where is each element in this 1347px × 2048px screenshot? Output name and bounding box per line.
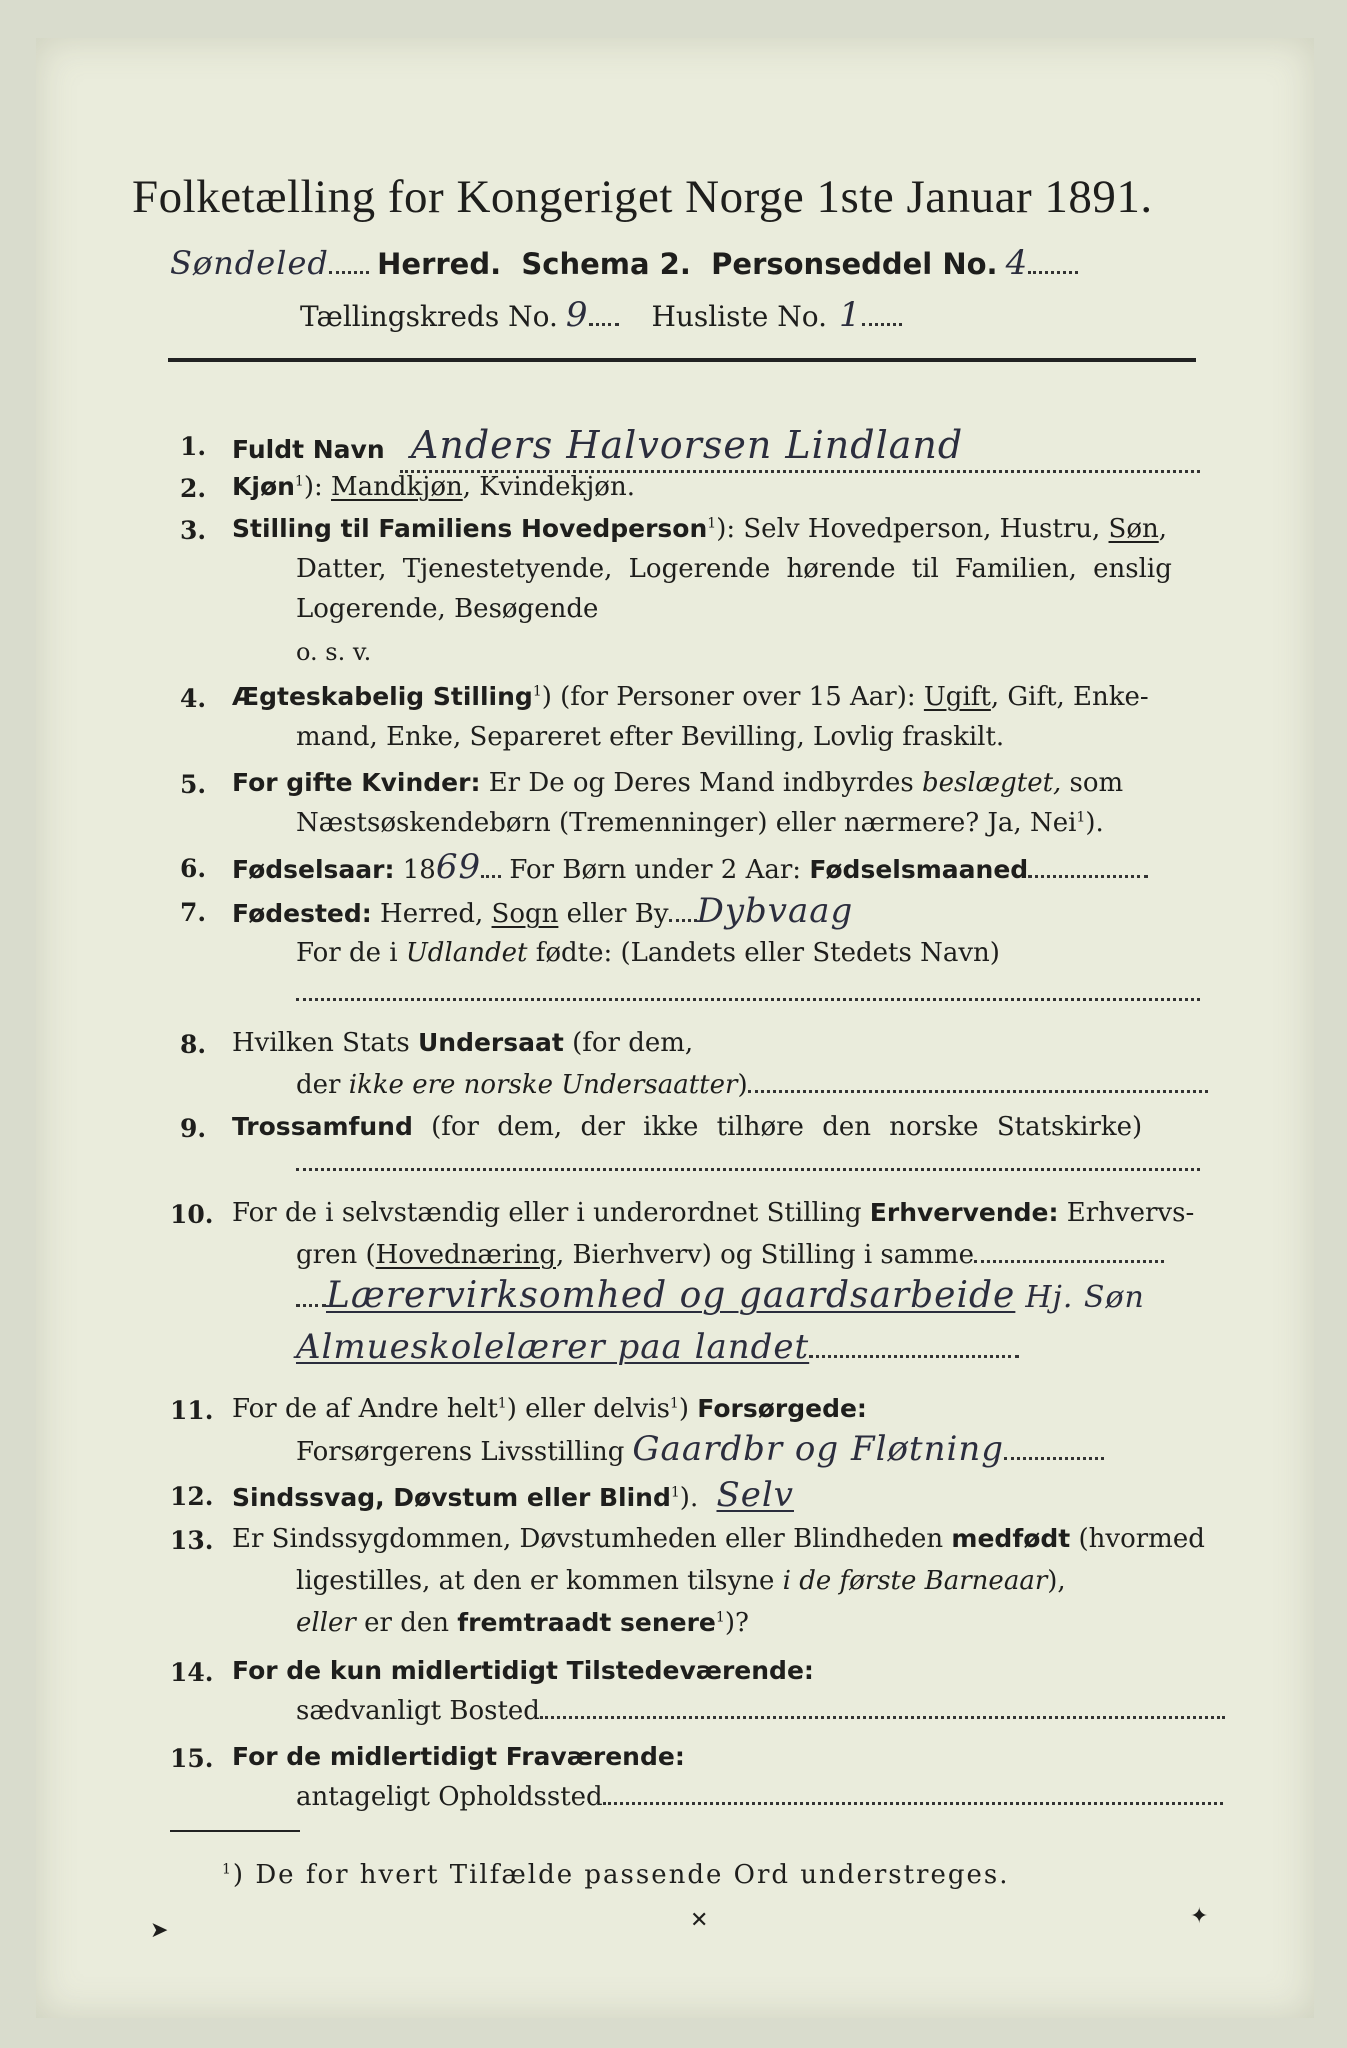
q2-rest: ): <box>303 472 332 502</box>
form-title: Folketælling for Kongeriget Norge 1ste Januar 1891. <box>132 171 1153 223</box>
q4-text1: ) (for Personer over 15 Aar): <box>541 682 924 712</box>
q7-text4: fødte: (Landets eller Stedets Navn) <box>527 938 1000 968</box>
q15-line2 <box>296 1784 1223 1810</box>
q11-line2 <box>296 1429 1104 1469</box>
q11-label: Forsørgede: <box>697 1394 867 1423</box>
q1-value: Anders Halvorsen Lindland <box>410 423 964 467</box>
q9-dots <box>296 1168 1200 1171</box>
q9-number: 9. <box>180 1114 207 1143</box>
q5-text1: Er De og Deres Mand indbyrdes <box>480 768 922 798</box>
q11-text2: ) eller delvis <box>506 1394 670 1424</box>
q5-text2: som <box>1061 768 1124 798</box>
q2-row <box>232 474 635 500</box>
q11-text1: For de af Andre helt <box>232 1394 498 1424</box>
q10-option-hovednaering: Hovednæring <box>375 1240 556 1270</box>
q2-option-kvindekjon: , Kvindekjøn. <box>462 472 635 502</box>
q3-line3: Logerende, Besøgende <box>296 594 599 624</box>
q4-label: Ægteskabelig Stilling <box>232 682 533 711</box>
q3-line4: o. s. v. <box>296 638 372 666</box>
header-rule <box>168 358 1196 362</box>
q13-text5: er den <box>355 1608 458 1638</box>
q11-number: 11. <box>170 1396 214 1425</box>
q13-text-italic: i de første Barneaar <box>782 1566 1048 1596</box>
q4-line1: Ægteskabelig Stilling$^1$) (for Personer over 15 Aar): Ugift, Gift, Enke- <box>232 682 1149 712</box>
q8-text-italic: ikke ere norske Undersaatter <box>348 1070 738 1100</box>
q9-text: (for dem, der ikke tilhøre den norske Statskirke) <box>412 1112 1143 1142</box>
q14-line2 <box>296 1698 1225 1724</box>
schema-label: Schema 2. <box>521 247 691 281</box>
q5-number: 5. <box>180 770 207 799</box>
q13-text1: Er Sindssygdommen, Døvstumheden eller Blindheden <box>232 1524 952 1554</box>
q13-text2: (hvormed <box>1070 1524 1205 1554</box>
q10-number: 10. <box>170 1200 214 1229</box>
q13-line1 <box>232 1526 1205 1552</box>
q3-line2: Datter, Tjenestetyende, Logerende hørende til Familien, enslig <box>296 554 1172 584</box>
q10-value2: Almueskolelærer paa landet <box>296 1327 810 1367</box>
q8-text1: Hvilken Stats <box>232 1028 418 1058</box>
personseddel-value: 4 <box>1005 243 1029 283</box>
kreds-label: Tællingskreds No. <box>300 300 558 333</box>
q7-label: Fødested: <box>232 899 372 928</box>
q6-row <box>232 847 1148 887</box>
q8-text2: (for dem, <box>563 1028 694 1058</box>
q7-number: 7. <box>180 898 207 927</box>
q8-text3: der <box>296 1070 349 1100</box>
q1-number: 1. <box>180 432 207 461</box>
q13-text3: ligestilles, at den er kommen tilsyne <box>296 1566 783 1596</box>
q2-option-mandkjon: Mandkjøn <box>331 472 463 502</box>
kreds-line <box>300 295 902 335</box>
q3-option-son: Søn <box>1108 514 1159 544</box>
herred-line <box>170 243 1078 283</box>
q14-line1 <box>232 1658 814 1684</box>
q5-text3: Næstsøskendebørn (Tremenninger) eller nærmere? Ja, Nei <box>296 808 1077 838</box>
q11-text4: Forsørgerens Livsstilling <box>296 1437 625 1467</box>
herred-value: Søndeled <box>170 244 329 282</box>
husliste-label: Husliste No. <box>651 300 828 333</box>
q10-text4: , Bierhverv) og Stilling i samme <box>556 1240 974 1270</box>
q12-row: Sindssvag, Døvstum eller Blind$^1$). Selv <box>232 1475 794 1515</box>
q6-label: Fødselsaar: <box>232 855 395 884</box>
q15-text: antageligt Opholdssted <box>296 1782 603 1812</box>
q4-text2: , Gift, Enke- <box>990 682 1149 712</box>
q13-text6: )? <box>724 1608 749 1638</box>
q8-text4: ) <box>737 1070 748 1100</box>
footnote <box>222 1862 1010 1888</box>
q3-line1: Stilling til Familiens Hovedperson$^1$): Selv Hovedperson, Hustru, Søn, <box>232 514 1168 544</box>
q5-label: For gifte Kvinder: <box>232 768 481 797</box>
registration-mark-right: ✦ <box>1190 1904 1209 1929</box>
q14-text: sædvanligt Bosted <box>296 1696 540 1726</box>
q10-line2 <box>296 1242 1164 1268</box>
q1-label: Fuldt Navn <box>232 435 385 464</box>
q6-prefix: 18 <box>394 855 436 885</box>
q10-line1 <box>232 1200 1194 1226</box>
footnote-sup: 1 <box>222 1861 233 1878</box>
q11-value: Gaardbr og Fløtning <box>632 1429 1005 1469</box>
q4-number: 4. <box>180 684 207 713</box>
q4-line2: mand, Enke, Separeret efter Bevilling, Lovlig fraskilt. <box>296 722 1005 752</box>
q7-text3: For de i <box>296 938 406 968</box>
q12-number: 12. <box>170 1482 214 1511</box>
q9-label: Trossamfund <box>232 1112 413 1141</box>
q15-line1 <box>232 1744 685 1770</box>
q11-text3: ) <box>678 1394 698 1424</box>
herred-label: Herred. <box>377 247 502 281</box>
q15-number: 15. <box>170 1744 214 1773</box>
q7-line1 <box>232 891 854 931</box>
q6-value: 69 <box>435 847 482 887</box>
q12-label: Sindssvag, Døvstum eller Blind <box>232 1483 671 1512</box>
q2-number: 2. <box>180 474 207 503</box>
footnote-text: ) De for hvert Tilfælde passende Ord understreges. <box>232 1860 1010 1890</box>
q14-label: For de kun midlertidigt Tilstedeværende: <box>232 1656 814 1685</box>
q8-line2 <box>296 1072 1208 1098</box>
q3-text1: ): Selv Hovedperson, Hustru, <box>716 514 1109 544</box>
q14-number: 14. <box>170 1658 214 1687</box>
q3-number: 3. <box>180 516 207 545</box>
q7-option-sogn: Sogn <box>491 899 559 929</box>
q13-line2 <box>296 1568 1066 1594</box>
q10-value-line1 <box>296 1275 1145 1316</box>
q10-label: Erhvervende: <box>869 1198 1059 1227</box>
q15-label: For de midlertidigt Fraværende: <box>232 1742 685 1771</box>
q8-label: Undersaat <box>417 1028 564 1057</box>
q11-line1: For de af Andre helt$^1$) eller delvis$^1$) Forsørgede: <box>232 1394 867 1424</box>
q6-number: 6. <box>180 854 207 883</box>
q5-line2: Næstsøskendebørn (Tremenninger) eller nærmere? Ja, Nei$^1$). <box>296 808 1104 838</box>
registration-mark-left: ➤ <box>150 1918 169 1943</box>
q13-label2: fremtraadt senere <box>457 1608 716 1637</box>
q13-number: 13. <box>170 1526 214 1555</box>
q7-text2: eller By <box>558 899 669 929</box>
q7-line2 <box>296 940 1000 966</box>
q2-sup: 1 <box>294 473 304 490</box>
q6-text: For Børn under 2 Aar: <box>501 855 810 885</box>
kreds-value: 9 <box>565 295 589 335</box>
q7-dots <box>296 998 1200 1001</box>
q13-label: medfødt <box>951 1524 1071 1553</box>
q12-text: ). <box>679 1483 699 1513</box>
q7-value: Dybvaag <box>696 891 854 931</box>
q10-value1-note: Hj. Søn <box>1025 1280 1145 1315</box>
q10-text3: gren ( <box>296 1240 376 1270</box>
q10-text1: For de i selvstændig eller i underordnet Stilling <box>232 1198 870 1228</box>
q8-number: 8. <box>180 1030 207 1059</box>
q7-text1: Herred, <box>371 899 492 929</box>
q5-text-italic: beslægtet, <box>921 768 1062 798</box>
q10-value-line2 <box>296 1327 1019 1367</box>
footnote-rule <box>170 1830 300 1832</box>
q8-line1 <box>232 1030 693 1056</box>
q2-label: Kjøn <box>232 472 295 501</box>
q13-text4: ), <box>1047 1566 1066 1596</box>
registration-mark-center: ✕ <box>690 1908 709 1933</box>
q7-text-italic: Udlandet <box>405 938 528 968</box>
q1-row <box>232 423 964 467</box>
q6-label2: Fødselsmaaned <box>809 855 1029 884</box>
husliste-value: 1 <box>839 295 862 335</box>
q13-line3: eller er den fremtraadt senere$^1$)? <box>296 1608 749 1638</box>
q13-text-italic2: eller <box>296 1608 356 1638</box>
personseddel-label: Personseddel No. <box>711 247 998 281</box>
q3-label: Stilling til Familiens Hovedperson <box>232 514 708 543</box>
q12-value: Selv <box>716 1475 794 1515</box>
q9-line1 <box>232 1114 1142 1140</box>
q10-value1: Lærervirksomhed og gaardsarbeide <box>326 1275 1016 1316</box>
q4-option-ugift: Ugift <box>923 682 991 712</box>
q5-line1 <box>232 770 1123 796</box>
q10-text2: Erhvervs- <box>1058 1198 1195 1228</box>
